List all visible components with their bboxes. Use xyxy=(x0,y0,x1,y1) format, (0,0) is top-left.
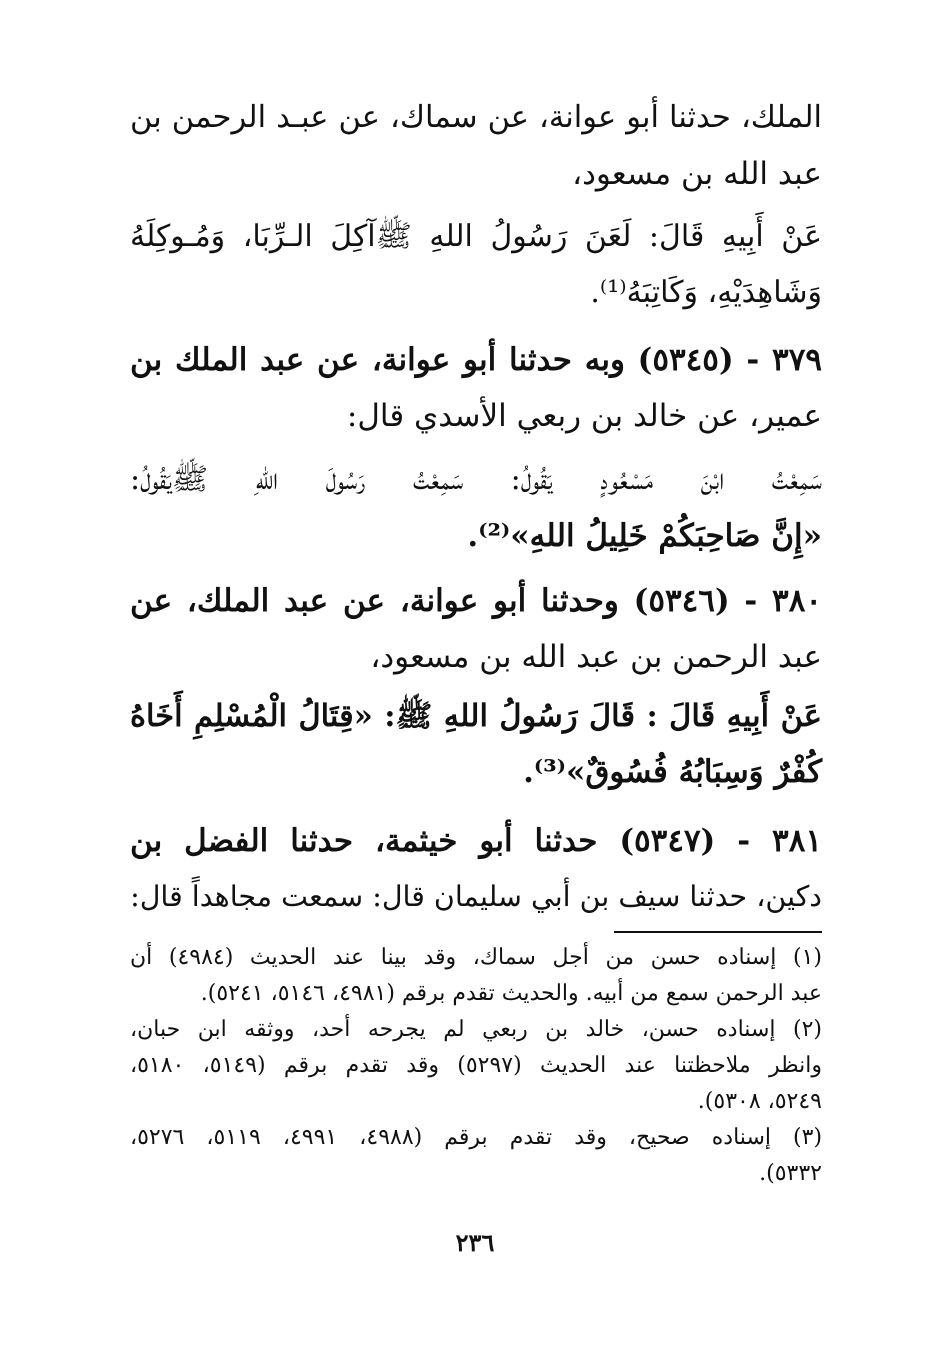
footnote-line: (١) إسناده حسن من أجل سماك، وقد بينا عند الحديث (٤٩٨٤) أن xyxy=(130,945,822,970)
chain-paragraph xyxy=(130,90,822,202)
text-line: عَنْ أَبِيهِ قَالَ: لَعَنَ رَسُولُ اللهِ ﷺآكِلَ الـرِّبَا، وَمُـوكِلَهُ xyxy=(130,219,822,254)
footnote-3 xyxy=(130,1120,822,1192)
text-line: كُفْرٌ وَسِبَابُهُ فُسُوقٌ»⁽³⁾. xyxy=(523,754,822,790)
chain-paragraph xyxy=(130,573,822,685)
chain-paragraph xyxy=(130,332,822,444)
footnote-line: ٥٣٣٢). xyxy=(759,1161,822,1186)
footnote-2 xyxy=(130,1012,822,1120)
text-line: عبد الله بن مسعود، xyxy=(572,156,822,192)
text-line: عَنْ أَبِيهِ قَالَ : قَالَ رَسُولُ اللهِ ﷺ: «قِتَالُ الْمُسْلِمِ أَخَاهُ xyxy=(130,698,822,734)
hadith-text xyxy=(130,688,822,800)
hadith-text xyxy=(130,452,822,564)
text-line: سَمِعْتُ ابْنَ مَسْعُودٍ يَقُولُ: سَمِعْتُ رَسُولَ اللهِ ﷺيَقُولُ: xyxy=(130,462,822,497)
page-number: ٢٣٦ xyxy=(455,1228,495,1257)
text-line: دكين، حدثنا سيف بن أبي سليمان قال: سمعت مجاهداً قال: xyxy=(130,880,822,913)
chain-paragraph xyxy=(130,813,822,925)
footnote-separator xyxy=(614,931,822,933)
footnote-line: (٢) إسناده حسن، خالد بن ربعي لم يجرحه أحد، ووثقه ابن حبان، xyxy=(130,1017,822,1042)
text-line: ٣٧٩ - (٥٣٤٥) وبه حدثنا أبو عوانة، عن عبد الملك بن xyxy=(130,342,822,378)
footnote-line: ٥٢٤٩، ٥٣٠٨). xyxy=(697,1089,822,1114)
footnote-line: عبد الرحمن سمع من أبيه. والحديث تقدم برقم (٤٩٨١، ٥١٤٦، ٥٢٤١). xyxy=(200,981,822,1006)
text-line: عمير، عن خالد بن ربعي الأسدي قال: xyxy=(346,398,822,434)
text-line: عبد الرحمن بن عبد الله بن مسعود، xyxy=(370,639,822,675)
footnote-line: (٣) إسناده صحيح، وقد تقدم برقم (٤٩٨٨، ٤٩٩١، ٥١١٩، ٥٢٧٦، xyxy=(130,1125,823,1150)
hadith-text xyxy=(130,209,822,321)
footnote-line: وانظر ملاحظتنا عند الحديث (٥٢٩٧) وقد تقدم برقم (٥١٤٩، ٥١٨٠، xyxy=(130,1053,823,1078)
footnotes xyxy=(130,940,822,1192)
text-line: وَشَاهِدَيْهِ، وَكَاتِبَهُ⁽¹⁾. xyxy=(590,275,822,310)
text-line: الملك، حدثنا أبو عوانة، عن سماك، عن عبـد الرحمن بن xyxy=(130,100,822,135)
text-line: ٣٨١ - (٥٣٤٧) حدثنا أبو خيثمة، حدثنا الفضل بن xyxy=(130,823,822,859)
text-line: «إِنَّ صَاحِبَكُمْ خَلِيلُ اللهِ»⁽²⁾. xyxy=(467,518,822,554)
text-line: ٣٨٠ - (٥٣٤٦) وحدثنا أبو عوانة، عن عبد الملك، عن xyxy=(130,583,822,619)
footnote-1 xyxy=(130,940,822,1012)
